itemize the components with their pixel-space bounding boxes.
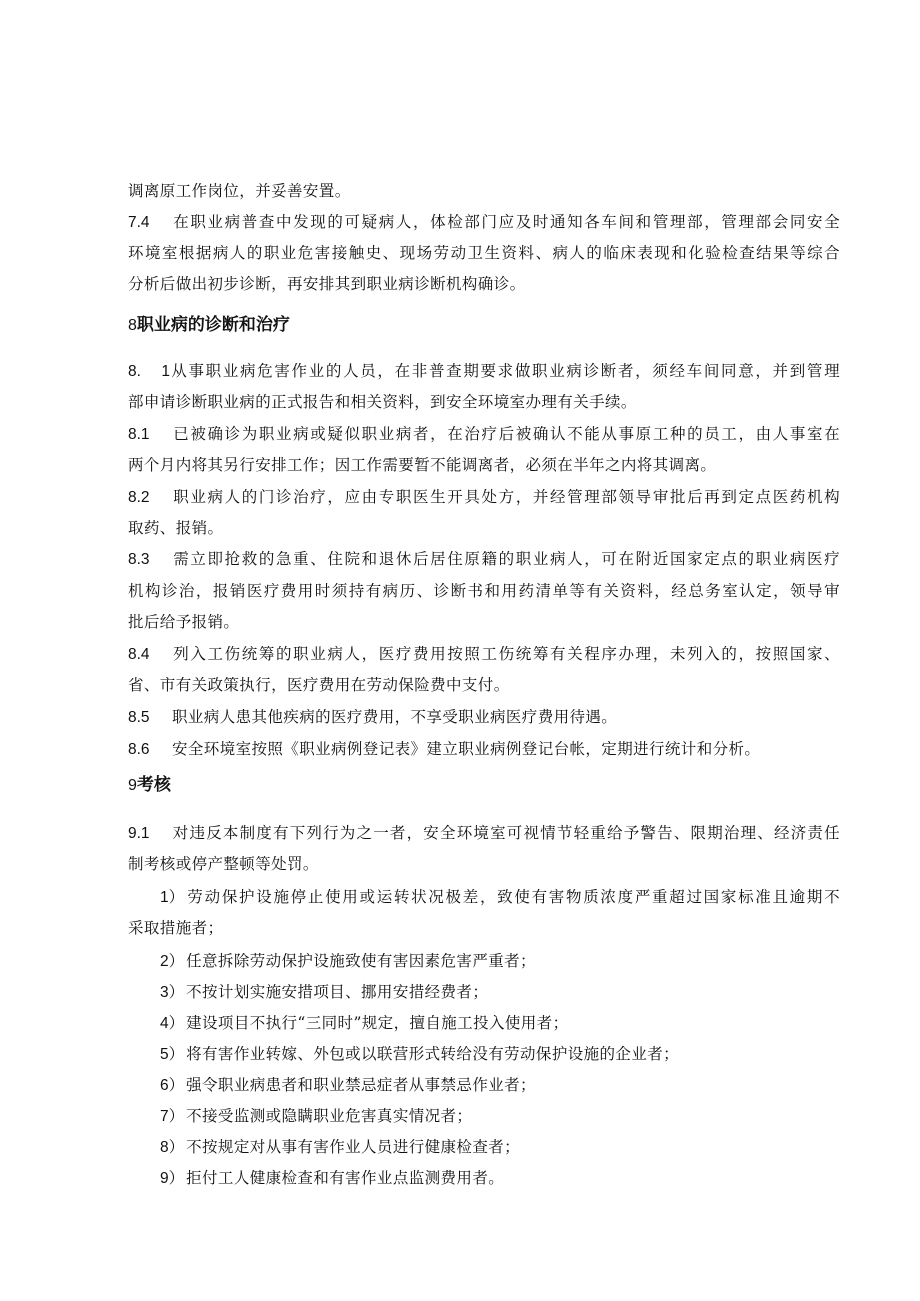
paragraph-8-1a <box>128 360 840 383</box>
item-number: 4） <box>160 1015 185 1032</box>
item-number: 1） <box>160 889 185 906</box>
item-number: 6） <box>160 1077 185 1094</box>
paragraph-8-3 <box>128 548 840 571</box>
paragraph-8-6 <box>128 738 840 761</box>
paragraph-line: 需立即抢救的急重、住院和退休后居住原籍的职业病人，可在附近国家定点的职业病医疗 <box>172 550 840 568</box>
item-number: 2） <box>160 953 185 970</box>
paragraph-line: 两个月内将其另行安排工作；因工作需要暂不能调离者，必须在半年之内将其调离。 <box>128 456 717 474</box>
section-number: 9 <box>128 777 137 794</box>
list-item-5 <box>160 1043 840 1066</box>
list-item-8 <box>160 1136 840 1159</box>
list-item-text: 采取措施者； <box>128 919 224 937</box>
list-item-text: 任意拆除劳动保护设施致使有害因素危害严重者； <box>186 952 536 970</box>
list-item-text: 强令职业病患者和职业禁忌症者从事禁忌作业者； <box>186 1076 536 1094</box>
list-item-3 <box>160 981 840 1004</box>
clause-number: 8.4 <box>128 646 150 663</box>
paragraph-8-5 <box>128 706 840 729</box>
section-title: 考核 <box>136 775 171 794</box>
paragraph-8-1 <box>128 423 840 446</box>
paragraph-line: 省、市有关政策执行，医疗费用在劳动保险费中支付。 <box>128 676 510 694</box>
section-heading-8 <box>128 314 290 337</box>
paragraph-line: 已被确诊为职业病或疑似职业病者，在治疗后被确认不能从事原工种的员工，由人事室在 <box>172 425 840 443</box>
list-item-9 <box>160 1167 840 1190</box>
list-item-6 <box>160 1074 840 1097</box>
clause-number: 8.6 <box>128 741 150 758</box>
section-heading-9 <box>128 774 171 797</box>
item-number: 5） <box>160 1046 185 1063</box>
list-item-text: 将有害作业转嫁、外包或以联营形式转给没有劳动保护设施的企业者； <box>186 1045 680 1063</box>
clause-number: 8.5 <box>128 709 150 726</box>
paragraph-9-1 <box>128 822 840 845</box>
list-item-text: 劳动保护设施停止使用或运转状况极差，致使有害物质浓度严重超过国家标准且逾期不 <box>186 888 840 906</box>
section-title: 职业病的诊断和治疗 <box>136 315 290 334</box>
paragraph-8-4 <box>128 643 840 666</box>
list-item-text: 建设项目不执行“三同时”规定，擅自施工投入使用者； <box>186 1014 569 1032</box>
clause-number: 9.1 <box>128 825 150 842</box>
list-item-text: 不接受监测或隐瞒职业危害真实情况者； <box>186 1107 473 1125</box>
paragraph-line: 在职业病普查中发现的可疑病人，体检部门应及时通知各车间和管理部，管理部会同安全 <box>172 213 840 231</box>
clause-number: 8.3 <box>128 551 150 568</box>
list-item-4 <box>160 1012 840 1035</box>
paragraph-line: 机构诊治，报销医疗费用时须持有病历、诊断书和用药清单等有关资料，经总务室认定，领导审 <box>128 582 840 600</box>
paragraph-line: 从事职业病危害作业的人员，在非普查期要求做职业病诊断者，须经车间同意，并到管理 <box>170 362 840 380</box>
clause-number: 7.4 <box>128 214 150 231</box>
paragraph-line: 取药、报销。 <box>128 519 224 537</box>
clause-number: 8.1 <box>128 426 150 443</box>
paragraph-7-4 <box>128 211 840 234</box>
list-item-text: 拒付工人健康检查和有害作业点监测费用者。 <box>186 1169 505 1187</box>
paragraph-line: 部申请诊断职业病的正式报告和相关资料，到安全环境室办理有关手续。 <box>128 393 637 411</box>
paragraph-line: 分析后做出初步诊断，再安排其到职业病诊断机构确诊。 <box>128 275 526 293</box>
list-item-text: 不按规定对从事有害作业人员进行健康检查者； <box>186 1138 521 1156</box>
paragraph-line: 安全环境室按照《职业病例登记表》建立职业病例登记台帐，定期进行统计和分析。 <box>172 740 761 758</box>
paragraph-line: 调离原工作岗位，并妥善安置。 <box>128 182 351 200</box>
clause-number: 8.2 <box>128 489 150 506</box>
item-number: 3） <box>160 984 185 1001</box>
paragraph-line: 职业病人患其他疾病的医疗费用，不享受职业病医疗费用待遇。 <box>172 708 618 726</box>
paragraph-line: 制考核或停产整顿等处罚。 <box>128 855 319 873</box>
paragraph-line: 职业病人的门诊治疗，应由专职医生开具处方，并经管理部领导审批后再到定点医药机构 <box>172 488 840 506</box>
item-number: 7） <box>160 1108 185 1125</box>
paragraph-8-2 <box>128 486 840 509</box>
clause-number: 8. 1 <box>128 363 170 380</box>
list-item-text: 不按计划实施安措项目、挪用安措经费者； <box>186 983 489 1001</box>
item-number: 9） <box>160 1170 185 1187</box>
section-number: 8 <box>128 317 137 334</box>
paragraph-line: 列入工伤统筹的职业病人，医疗费用按照工伤统筹有关程序办理，未列入的，按照国家、 <box>172 645 840 663</box>
paragraph-line: 批后给予报销。 <box>128 613 240 631</box>
item-number: 8） <box>160 1139 185 1156</box>
paragraph-line: 对违反本制度有下列行为之一者，安全环境室可视情节轻重给予警告、限期治理、经济责任 <box>172 824 840 842</box>
list-item-1 <box>160 886 840 909</box>
list-item-2 <box>160 950 840 973</box>
paragraph-line: 环境室根据病人的职业危害接触史、现场劳动卫生资料、病人的临床表现和化验检查结果等综合 <box>128 244 840 262</box>
list-item-7 <box>160 1105 840 1128</box>
